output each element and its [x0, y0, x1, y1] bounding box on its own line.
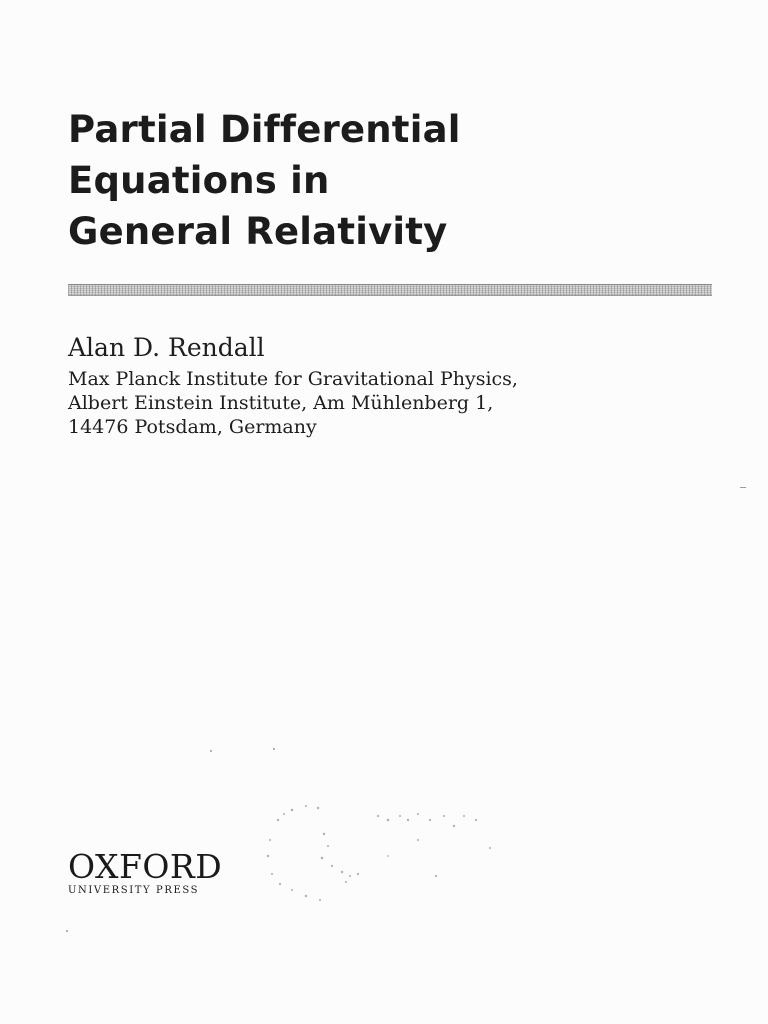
scan-speck [66, 930, 68, 932]
faded-library-stamp [258, 786, 508, 916]
author-name: Alan D. Rendall [68, 333, 265, 362]
publisher-name: OXFORD [68, 847, 223, 886]
affiliation-line: Albert Einstein Institute, Am Mühlenberg 1, [68, 392, 494, 414]
scan-speck [740, 487, 746, 488]
scan-speck [210, 750, 212, 752]
scan-speck [273, 748, 275, 750]
affiliation-line: Max Planck Institute for Gravitational Physics, [68, 368, 518, 390]
title-line: Equations in [68, 159, 330, 202]
publisher-logo [68, 847, 223, 898]
book-title [68, 104, 461, 257]
author-block [68, 333, 518, 439]
publisher-subname: UNIVERSITY PRESS [68, 885, 200, 896]
title-line: General Relativity [68, 210, 448, 253]
affiliation-line: 14476 Potsdam, Germany [68, 416, 317, 438]
decorative-rule [68, 284, 712, 296]
title-line: Partial Differential [68, 108, 461, 151]
